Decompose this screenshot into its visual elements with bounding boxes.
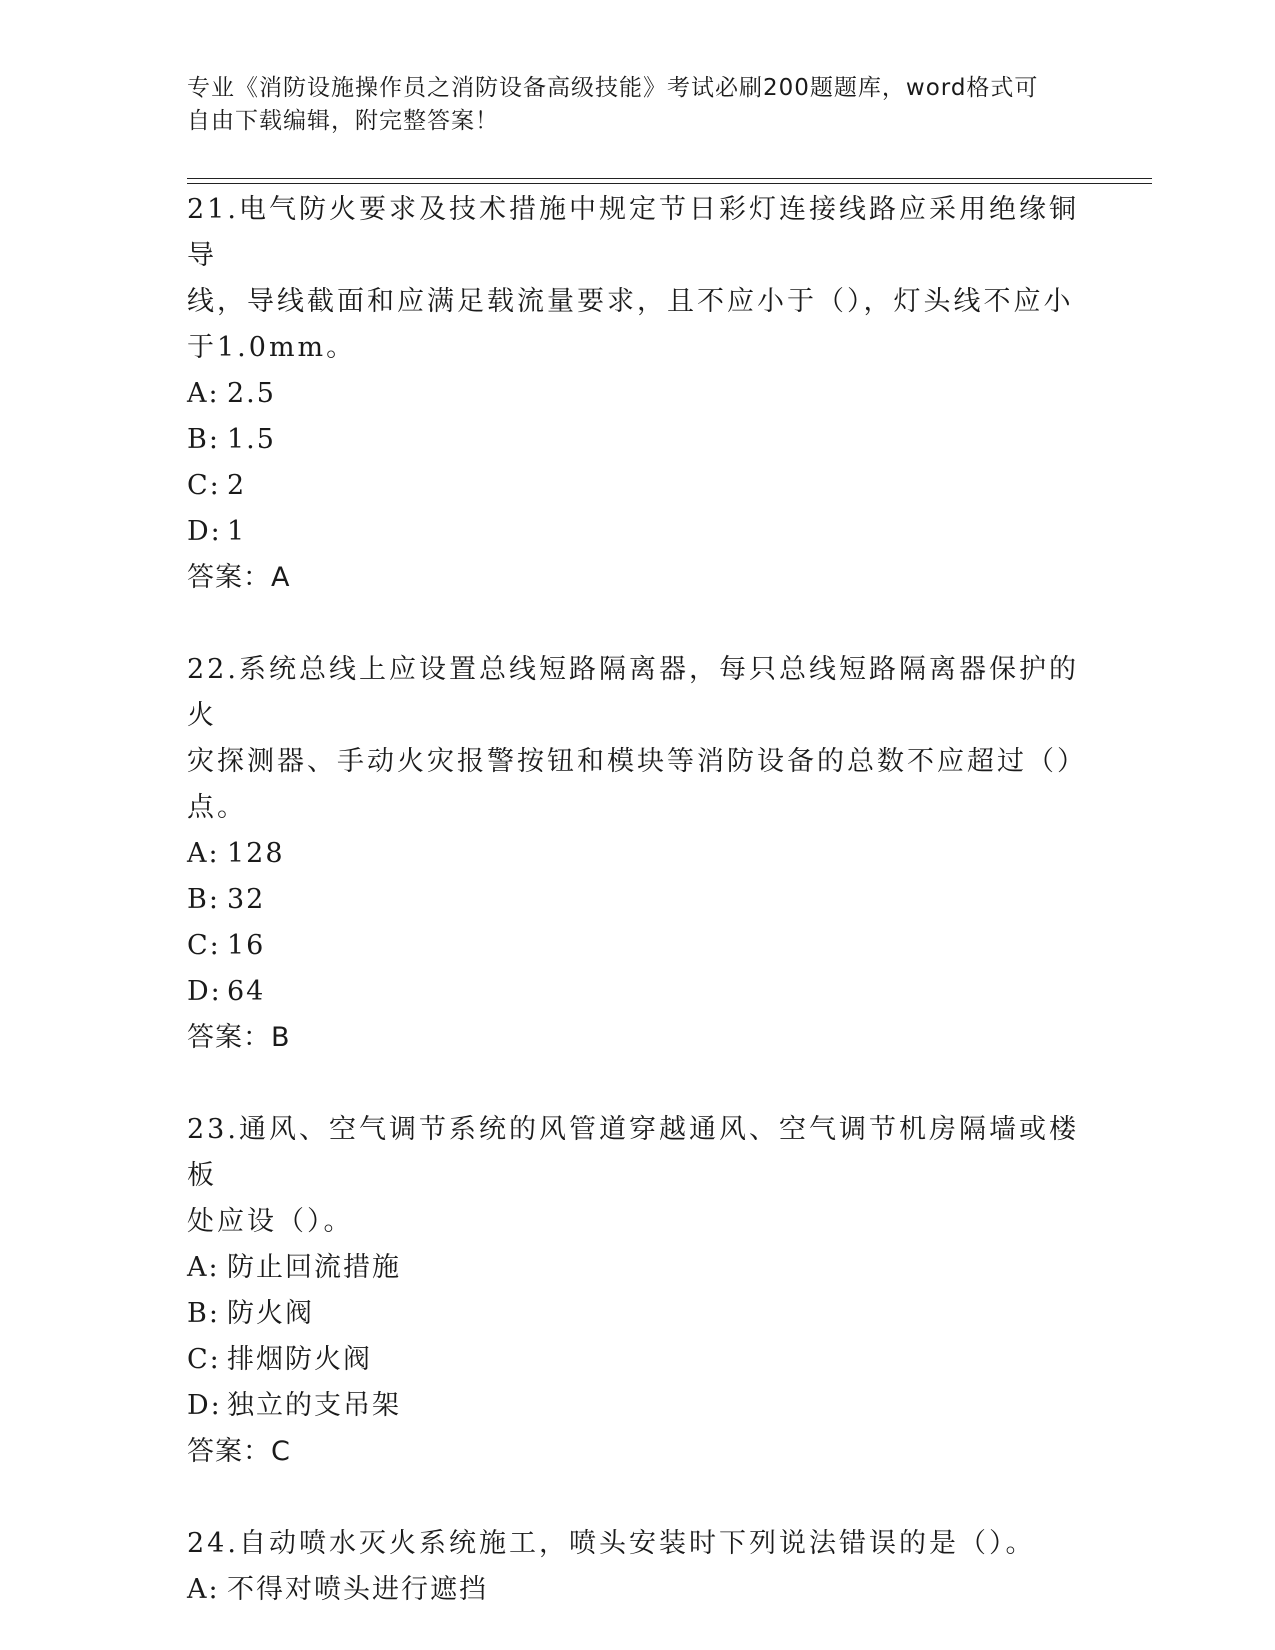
option-d [187,509,1087,555]
option-d [187,969,1087,1015]
answer-line: 答案：C [187,1436,291,1467]
option-label: D: [187,1390,222,1421]
question-21 [187,187,1087,601]
header-rule-bottom [187,183,1152,184]
option-d [187,1383,1087,1429]
stem-line: 点。 [187,792,247,823]
stem-line: 处应设（）。 [187,1206,354,1237]
document-header [187,72,1087,138]
option-label: A: [187,1252,220,1283]
option-a [187,831,1087,877]
option-c [187,923,1087,969]
header-line-2: 自由下载编辑，附完整答案！ [187,108,499,134]
option-label: C: [187,930,221,961]
question-spacer [187,601,1087,647]
question-spacer [187,1475,1087,1521]
question-22 [187,647,1087,1061]
answer-line: 答案：B [187,1022,291,1053]
header-rule-top [187,178,1152,179]
question-23 [187,1107,1087,1475]
question-stem [187,1521,1087,1567]
option-label: B: [187,424,220,455]
option-label: C: [187,1344,221,1375]
option-label: D: [187,516,222,547]
option-text: 2 [227,470,247,501]
option-text: 16 [227,930,266,961]
option-text: 1.5 [227,424,276,455]
option-text: 防止回流措施 [227,1252,401,1283]
option-text: 128 [227,838,285,869]
option-label: A: [187,378,220,409]
option-text: 32 [227,884,266,915]
stem-line: 24.自动喷水灭火系统施工，喷头安装时下列说法错误的是（）。 [187,1528,1036,1559]
question-24 [187,1521,1087,1613]
option-label: A: [187,838,220,869]
option-label: A: [187,1574,220,1605]
option-text: 不得对喷头进行遮挡 [227,1574,488,1605]
stem-line: 线，导线截面和应满足载流量要求，且不应小于（），灯头线不应小 [187,286,1074,317]
option-text: 排烟防火阀 [227,1344,372,1375]
option-label: D: [187,976,222,1007]
question-spacer [187,1061,1087,1107]
option-c [187,1337,1087,1383]
option-text: 2.5 [227,378,276,409]
question-stem [187,1107,1087,1245]
stem-line: 21.电气防火要求及技术措施中规定节日彩灯连接线路应采用绝缘铜导 [187,194,1079,271]
option-label: B: [187,1298,220,1329]
answer-line: 答案：A [187,562,291,593]
option-text: 64 [227,976,266,1007]
stem-line: 22.系统总线上应设置总线短路隔离器，每只总线短路隔离器保护的火 [187,654,1079,731]
stem-line: 灾探测器、手动火灾报警按钮和模块等消防设备的总数不应超过（） [187,746,1087,777]
question-stem [187,187,1087,371]
header-line-1: 专业《消防设施操作员之消防设备高级技能》考试必刷200题题库，word格式可 [187,75,1039,101]
stem-line: 于1.0mm。 [187,332,357,363]
option-b [187,877,1087,923]
option-a [187,371,1087,417]
option-a [187,1245,1087,1291]
option-label: B: [187,884,220,915]
option-text: 1 [227,516,247,547]
stem-line: 23.通风、空气调节系统的风管道穿越通风、空气调节机房隔墙或楼板 [187,1114,1079,1191]
option-b [187,1291,1087,1337]
option-a [187,1567,1087,1613]
option-c [187,463,1087,509]
question-list [187,187,1087,1613]
option-label: C: [187,470,221,501]
option-text: 防火阀 [227,1298,314,1329]
question-stem [187,647,1087,831]
option-text: 独立的支吊架 [227,1390,401,1421]
option-b [187,417,1087,463]
